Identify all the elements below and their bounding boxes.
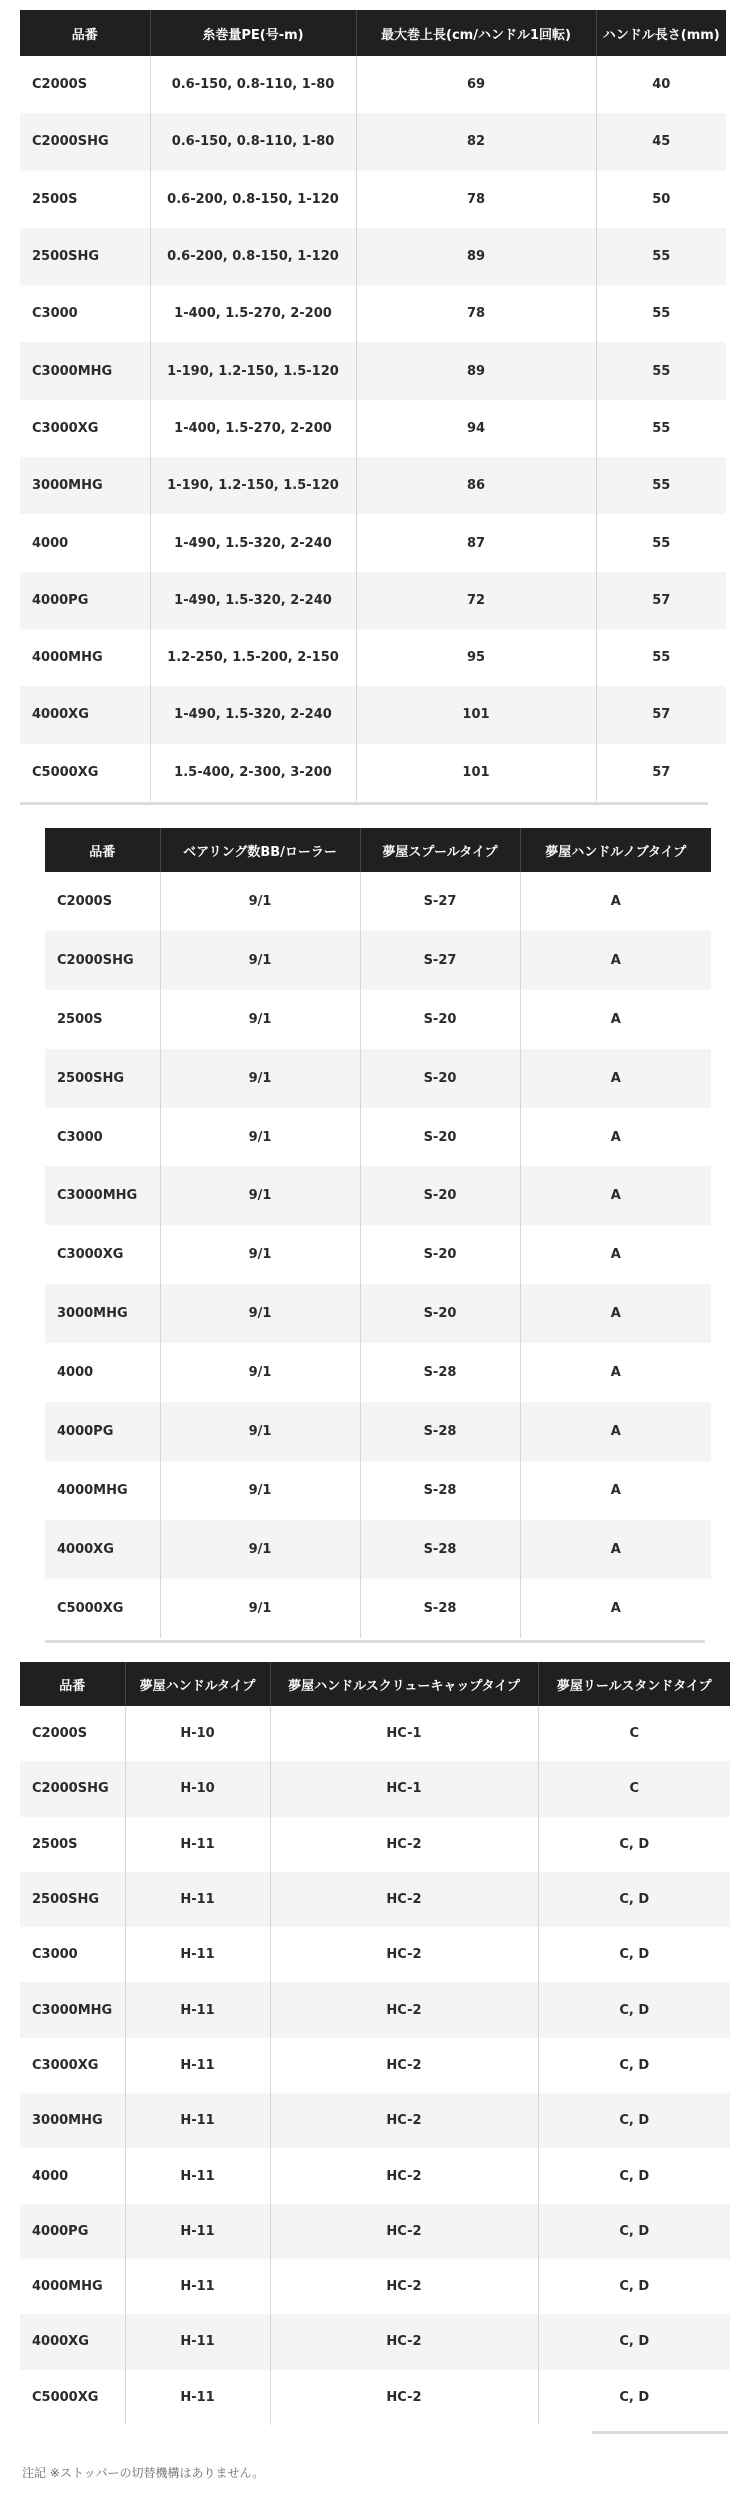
model-number-cell: C3000 [20,285,150,342]
table-cell: S-28 [360,1343,520,1402]
model-number-cell: C2000SHG [20,1761,125,1816]
model-number-cell: 2500S [20,1817,125,1872]
table-cell: H-11 [125,2038,270,2093]
table-row [45,872,711,931]
table-row [20,1761,730,1816]
table-cell: 1.5-400, 2-300, 3-200 [150,744,356,801]
table-cell: 0.6-150, 0.8-110, 1-80 [150,56,356,113]
table-cell: 9/1 [160,931,360,990]
model-number-cell: 4000MHG [20,629,150,686]
table-cell: 89 [356,342,596,399]
table-cell: HC-2 [270,1982,538,2037]
table-cell: 1-490, 1.5-320, 2-240 [150,572,356,629]
table-cell: 55 [596,629,726,686]
model-number-cell: 2500S [20,171,150,228]
model-number-cell: C3000MHG [20,342,150,399]
table-row [20,572,726,629]
spec-table-1 [20,10,726,801]
table-cell: S-20 [360,1166,520,1225]
table-cell: 1-400, 1.5-270, 2-200 [150,400,356,457]
table-row [20,342,726,399]
spec-table-3-grid [20,1662,730,2425]
table-cell: HC-1 [270,1706,538,1761]
table-row [20,1872,730,1927]
table-cell: 82 [356,113,596,170]
spec-table-2 [45,828,711,1638]
table-row [20,400,726,457]
table-row [20,1982,730,2037]
table-cell: A [520,872,711,931]
table-cell: 89 [356,228,596,285]
table-cell: 87 [356,514,596,571]
table-cell: 45 [596,113,726,170]
table-cell: S-20 [360,1225,520,1284]
table-cell: HC-2 [270,1872,538,1927]
model-number-cell: C3000MHG [45,1166,160,1225]
table-cell: HC-1 [270,1761,538,1816]
table-1-scrollbar[interactable] [20,802,708,805]
table-cell: 9/1 [160,1520,360,1579]
model-number-cell: 4000PG [45,1402,160,1461]
table-cell: 9/1 [160,1343,360,1402]
table-cell: S-20 [360,990,520,1049]
table-cell: A [520,1520,711,1579]
table-cell: 55 [596,342,726,399]
model-number-cell: C5000XG [45,1579,160,1638]
table-cell: 1-190, 1.2-150, 1.5-120 [150,342,356,399]
table-row [45,1461,711,1520]
model-number-cell: 2500SHG [20,1872,125,1927]
table-row [20,285,726,342]
model-number-cell: 3000MHG [20,457,150,514]
table-cell: S-28 [360,1520,520,1579]
table-cell: A [520,1225,711,1284]
table-cell: C, D [538,1982,730,2037]
table-3-scrollbar[interactable] [592,2431,728,2434]
table-cell: 9/1 [160,1402,360,1461]
table-row [45,1520,711,1579]
model-number-cell: 2500S [45,990,160,1049]
table-cell: S-28 [360,1461,520,1520]
table-cell: C, D [538,2204,730,2259]
model-number-cell: 4000MHG [20,2259,125,2314]
table-row [20,228,726,285]
model-number-cell: 4000XG [45,1520,160,1579]
table-cell: HC-2 [270,2038,538,2093]
table-cell: H-11 [125,2259,270,2314]
table-cell: S-28 [360,1579,520,1638]
table-cell: A [520,1049,711,1108]
table-cell: 9/1 [160,1225,360,1284]
table-row [20,2204,730,2259]
table-row [45,1343,711,1402]
table-cell: 78 [356,171,596,228]
table-row [45,1166,711,1225]
model-number-cell: C3000 [45,1108,160,1167]
table-row [45,1049,711,1108]
table-cell: 69 [356,56,596,113]
column-header: 夢屋リールスタンドタイプ [538,1662,730,1706]
table-cell: C, D [538,2148,730,2203]
table-cell: A [520,1402,711,1461]
table-cell: HC-2 [270,1817,538,1872]
table-cell: 9/1 [160,1284,360,1343]
table-cell: HC-2 [270,2148,538,2203]
table-header-row [20,10,726,56]
table-cell: H-11 [125,1982,270,2037]
table-cell: 1-490, 1.5-320, 2-240 [150,686,356,743]
table-cell: H-11 [125,1817,270,1872]
model-number-cell: 4000XG [20,686,150,743]
model-number-cell: C3000MHG [20,1982,125,2037]
table-cell: 40 [596,56,726,113]
table-cell: S-27 [360,872,520,931]
table-cell: HC-2 [270,1927,538,1982]
table-cell: 72 [356,572,596,629]
column-header: 品番 [20,1662,125,1706]
table-cell: C [538,1761,730,1816]
model-number-cell: C5000XG [20,744,150,801]
model-number-cell: 4000PG [20,2204,125,2259]
table-row [20,2038,730,2093]
table-2-scrollbar[interactable] [45,1640,705,1643]
spec-table-1-grid [20,10,726,801]
table-row [20,2259,730,2314]
table-cell: C, D [538,1927,730,1982]
model-number-cell: C3000XG [20,2038,125,2093]
table-row [20,686,726,743]
table-cell: S-20 [360,1108,520,1167]
model-number-cell: C2000SHG [20,113,150,170]
column-header: 品番 [20,10,150,56]
table-cell: 9/1 [160,1166,360,1225]
table-cell: C, D [538,2093,730,2148]
model-number-cell: 4000MHG [45,1461,160,1520]
column-header: 夢屋スプールタイプ [360,828,520,872]
table-cell: C, D [538,2314,730,2369]
table-cell: 1-490, 1.5-320, 2-240 [150,514,356,571]
table-cell: H-10 [125,1761,270,1816]
model-number-cell: C3000 [20,1927,125,1982]
table-cell: 9/1 [160,1108,360,1167]
table-header-row [45,828,711,872]
table-row [45,931,711,990]
table-cell: A [520,1461,711,1520]
model-number-cell: 4000 [20,2148,125,2203]
table-row [20,113,726,170]
table-cell: H-11 [125,2314,270,2369]
table-cell: C, D [538,2259,730,2314]
table-cell: 55 [596,228,726,285]
table-cell: C, D [538,1817,730,1872]
model-number-cell: 4000 [20,514,150,571]
table-cell: C [538,1706,730,1761]
table-cell: A [520,1166,711,1225]
model-number-cell: C2000S [45,872,160,931]
table-cell: 1-400, 1.5-270, 2-200 [150,285,356,342]
table-cell: H-10 [125,1706,270,1761]
table-cell: 0.6-200, 0.8-150, 1-120 [150,228,356,285]
table-row [20,629,726,686]
table-row [20,2093,730,2148]
table-cell: HC-2 [270,2314,538,2369]
table-cell: H-11 [125,2093,270,2148]
table-cell: H-11 [125,2204,270,2259]
column-header: 夢屋ハンドルタイプ [125,1662,270,1706]
table-cell: 1-190, 1.2-150, 1.5-120 [150,457,356,514]
table-row [45,1579,711,1638]
table-row [20,1817,730,1872]
table-cell: A [520,990,711,1049]
table-cell: 57 [596,744,726,801]
table-row [20,1706,730,1761]
column-header: 品番 [45,828,160,872]
column-header: 夢屋ハンドルスクリューキャップタイプ [270,1662,538,1706]
model-number-cell: C3000XG [45,1225,160,1284]
table-cell: HC-2 [270,2204,538,2259]
table-cell: S-27 [360,931,520,990]
model-number-cell: C5000XG [20,2370,125,2425]
table-cell: H-11 [125,2148,270,2203]
table-cell: HC-2 [270,2370,538,2425]
table-cell: 55 [596,457,726,514]
model-number-cell: 3000MHG [45,1284,160,1343]
table-cell: 1.2-250, 1.5-200, 2-150 [150,629,356,686]
table-cell: HC-2 [270,2093,538,2148]
column-header: 糸巻量PE(号-m) [150,10,356,56]
table-cell: A [520,1579,711,1638]
footnote: 注記 ※ストッパーの切替機構はありません。 [22,2466,265,2480]
model-number-cell: 4000PG [20,572,150,629]
table-cell: 78 [356,285,596,342]
table-cell: H-11 [125,1927,270,1982]
model-number-cell: 2500SHG [20,228,150,285]
model-number-cell: C2000SHG [45,931,160,990]
table-cell: A [520,1284,711,1343]
model-number-cell: 2500SHG [45,1049,160,1108]
table-cell: HC-2 [270,2259,538,2314]
table-cell: 86 [356,457,596,514]
table-cell: 101 [356,686,596,743]
table-header-row [20,1662,730,1706]
table-row [45,1225,711,1284]
table-row [20,744,726,801]
table-cell: 50 [596,171,726,228]
table-row [20,1927,730,1982]
table-cell: 0.6-150, 0.8-110, 1-80 [150,113,356,170]
table-row [20,514,726,571]
table-cell: A [520,1343,711,1402]
table-row [20,171,726,228]
table-row [20,56,726,113]
table-cell: 55 [596,285,726,342]
spec-table-3 [20,1662,730,2425]
table-cell: 9/1 [160,1049,360,1108]
table-cell: S-28 [360,1402,520,1461]
table-row [20,2370,730,2425]
model-number-cell: C2000S [20,56,150,113]
table-row [45,1284,711,1343]
table-cell: A [520,1108,711,1167]
model-number-cell: C2000S [20,1706,125,1761]
table-cell: C, D [538,2038,730,2093]
table-cell: 9/1 [160,1461,360,1520]
column-header: ハンドル長さ(mm) [596,10,726,56]
table-cell: 57 [596,686,726,743]
spec-table-2-grid [45,828,711,1638]
table-row [45,1108,711,1167]
table-cell: 95 [356,629,596,686]
table-cell: 9/1 [160,872,360,931]
table-cell: 55 [596,514,726,571]
table-cell: H-11 [125,2370,270,2425]
table-cell: 94 [356,400,596,457]
table-row [45,1402,711,1461]
column-header: ベアリング数BB/ローラー [160,828,360,872]
table-cell: 9/1 [160,990,360,1049]
column-header: 最大巻上長(cm/ハンドル1回転) [356,10,596,56]
table-cell: C, D [538,2370,730,2425]
table-cell: 101 [356,744,596,801]
table-cell: A [520,931,711,990]
table-cell: 57 [596,572,726,629]
table-cell: 0.6-200, 0.8-150, 1-120 [150,171,356,228]
model-number-cell: 3000MHG [20,2093,125,2148]
table-cell: S-20 [360,1049,520,1108]
table-row [20,457,726,514]
table-row [45,990,711,1049]
table-row [20,2314,730,2369]
table-cell: S-20 [360,1284,520,1343]
table-row [20,2148,730,2203]
column-header: 夢屋ハンドルノブタイプ [520,828,711,872]
table-cell: 9/1 [160,1579,360,1638]
model-number-cell: C3000XG [20,400,150,457]
table-cell: H-11 [125,1872,270,1927]
table-cell: C, D [538,1872,730,1927]
model-number-cell: 4000XG [20,2314,125,2369]
model-number-cell: 4000 [45,1343,160,1402]
table-cell: 55 [596,400,726,457]
